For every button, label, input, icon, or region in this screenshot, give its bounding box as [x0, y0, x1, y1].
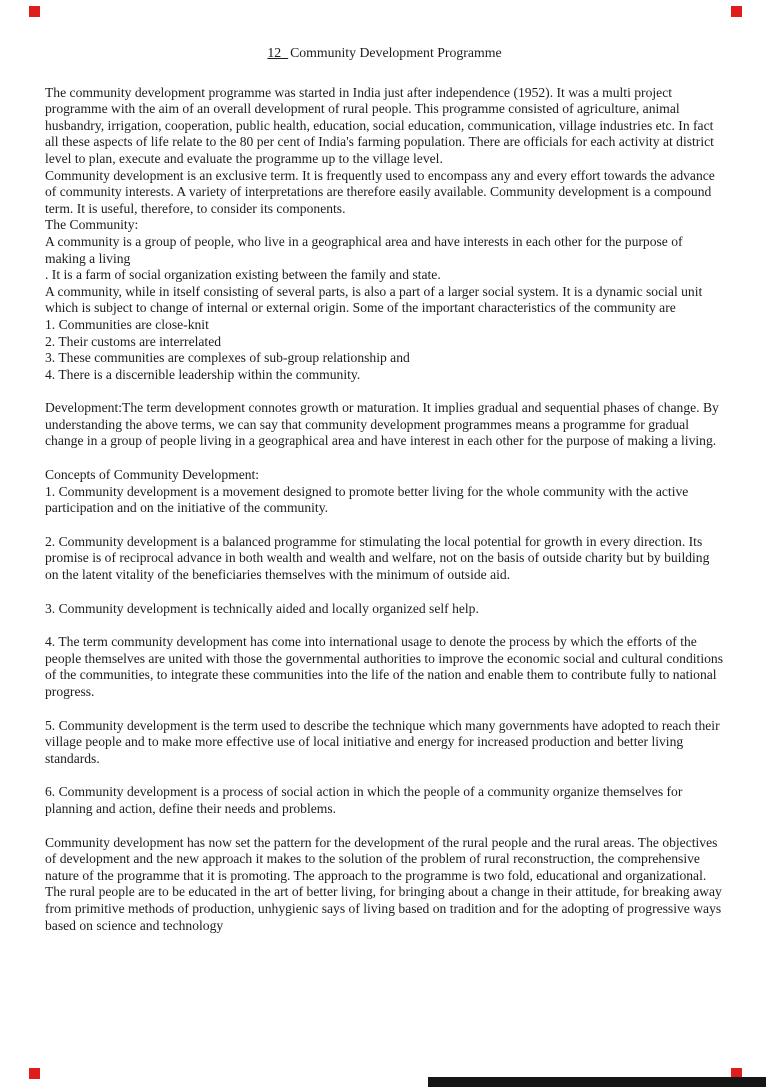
corner-marker-top-right [731, 6, 742, 17]
paragraph-conclusion: Community development has now set the pattern for the development of the rural people and the rural areas. The objectives of development and the new approach it makes to the solution of the problem of rural reconstruction, the comprehensive nature of the programme that it is promoting. The approach to the programme is two fold, educational and organizational. The rural people are to be educated in the art of better living, for bringing about a change in their attitude, for breaking away from primitive methods of production, unhygienic says of living based on tradition and for the adopting of progressive ways based on science and technology [45, 834, 722, 933]
heading-concepts: Concepts of Community Development: [45, 467, 260, 483]
page-title [45, 45, 724, 62]
paragraph-exclusive-term: Community development is an exclusive term. It is frequently used to encompass any and every effort towards the advance of community interests. A variety of interpretations are therefore easily available. Community development is a compound term. It is useful, therefore, to consider its components. [45, 167, 715, 216]
paragraph-development: Development:The term development connotes growth or maturation. It implies gradual and sequential phases of change. By understanding the above terms, we can say that community development programmes means a programme for gradual change in a group of people living in a geographical area and have interest in each other for the purpose of making a living. [45, 400, 719, 449]
title-text: Community Development Programme [290, 45, 502, 60]
list-item-1: 1. Communities are close-knit [45, 316, 209, 332]
concept-item-5: 5. Community development is the term used to describe the technique which many governments have adopted to reach their village people and to make more effective use of local initiative and energy for increased production and better living standards. [45, 717, 720, 766]
concept-item-6: 6. Community development is a process of social action in which the people of a community organize themselves for planning and action, define their needs and problems. [45, 784, 683, 816]
concept-item-4: 4. The term community development has come into international usage to denote the process by which the efforts of the people themselves are united with those the governmental authorities to improve the economic social and cultural conditions of the communities, to integrate these communities into the life of the nation and enable them to contribute fully to national progress. [45, 634, 723, 699]
paragraph-social-system: A community, while in itself consisting of several parts, is also a part of a larger social system. It is a dynamic social unit which is subject to change of internal or external origin. Some of the important characteristics of the community are [45, 283, 703, 316]
concept-item-2: 2. Community development is a balanced programme for stimulating the local potential for growth in every direction. Its promise is of reciprocal advance in both wealth and wealth and welfare, not on the basis of outside charity but by building on the latent vitality of the beneficiaries themselves with the minimum of outside aid. [45, 533, 710, 583]
document-content [45, 45, 724, 934]
list-item-3: 3. These communities are complexes of sub-group relationship and [45, 350, 410, 366]
concept-item-1: 1. Community development is a movement designed to promote better living for the whole community with the active participation and on the initiative of the community. [45, 483, 689, 516]
paragraph-farm-org: . It is a farm of social organization existing between the family and state. [45, 267, 441, 283]
title-number: 12 [267, 45, 282, 60]
list-item-4: 4. There is a discernible leadership within the community. [45, 366, 361, 382]
bottom-bar [428, 1077, 766, 1087]
paragraph-community-def: A community is a group of people, who live in a geographical area and have interests in each other for the purpose of making a living [45, 233, 683, 266]
corner-marker-bottom-left [29, 1068, 40, 1079]
heading-the-community: The Community: [45, 217, 139, 233]
concept-item-3: 3. Community development is technically aided and locally organized self help. [45, 600, 479, 616]
corner-marker-top-left [29, 6, 40, 17]
paragraph-intro: The community development programme was started in India just after independence (1952). It was a multi project programme with the aim of an overall development of rural people. This programme consisted of agriculture, animal husbandry, irrigation, cooperation, public health, education, social education, communication, village industries etc. In fact all these aspects of life relate to the 80 per cent of India's farming population. There are officials for each activity at district level to plan, execute and evaluate the programme up to the village level. [45, 84, 714, 166]
list-item-2: 2. Their customs are interrelated [45, 333, 222, 349]
